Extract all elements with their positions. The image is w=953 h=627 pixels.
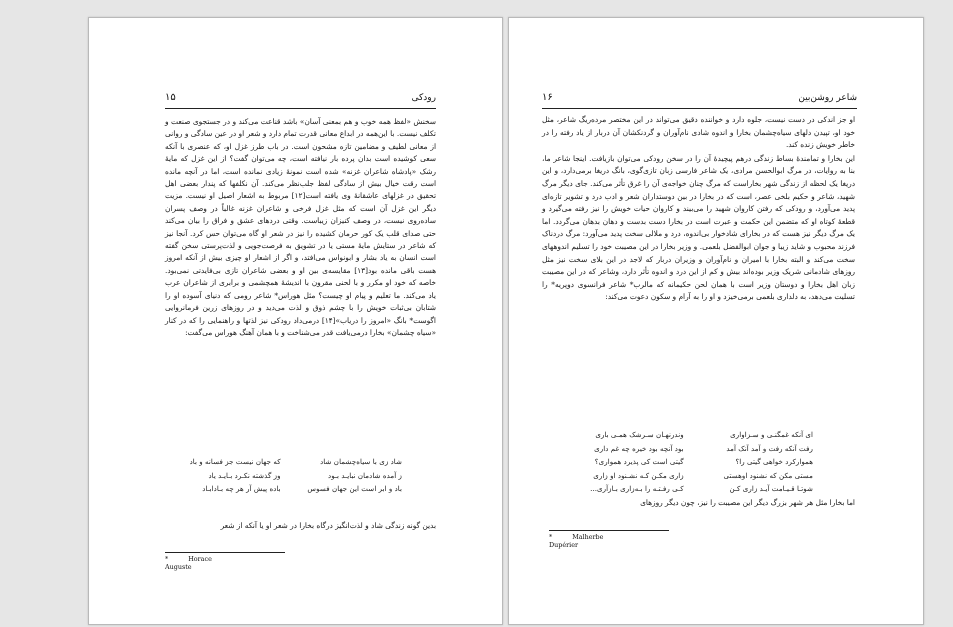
poem-hemistich: رفت آنکه رفت و آمد آنک آمد <box>726 443 813 453</box>
footnote-text: Dupérier <box>549 541 579 549</box>
footnote-text: Auguste <box>165 563 192 571</box>
running-title: شاعر روشن‌بین <box>798 93 857 103</box>
left-poem <box>173 455 402 496</box>
footnote-text: Malherbe <box>572 533 604 541</box>
footnotes <box>165 552 285 571</box>
poem-hemistich: زاری مکـن کـه نشـنود او زاری <box>593 470 684 480</box>
poem-hemistich: بود آنچه بود خیره چه غم داری <box>594 443 684 453</box>
right-page <box>508 17 924 625</box>
poem-verse <box>569 482 813 496</box>
poem-hemistich: ای آنکه غمگنـی و سـزاواری <box>730 430 813 439</box>
running-title: رودکی <box>411 93 436 103</box>
right-page-header <box>542 90 857 109</box>
poem-verse <box>569 442 813 456</box>
right-poem <box>569 428 813 496</box>
poem-verse <box>569 428 813 442</box>
footnote-entry: * Malherbe <box>549 533 604 541</box>
poem-hemistich: که جهان نیست جز فسانه و باد <box>189 457 281 466</box>
left-page-body <box>165 116 436 339</box>
left-page <box>88 17 503 625</box>
footnote-text: Horace <box>188 555 212 563</box>
poem-hemistich: شوتـا قـیـامت آیـد زاری کـن <box>729 484 813 494</box>
poem-verse <box>173 455 402 469</box>
left-page-header <box>165 90 436 109</box>
right-page-body <box>542 114 855 304</box>
poem-verse <box>173 482 402 496</box>
page-number: ۱۵ <box>165 92 176 103</box>
poem-hemistich: گیتی است کی پذیرد همواری؟ <box>594 457 684 467</box>
poem-hemistich: وندرنهـان سـرشک همـی باری <box>595 430 684 439</box>
footnote-entry: * Horace <box>165 555 212 563</box>
poem-hemistich: ز آمده شادمان نبایـد بـود <box>328 470 402 480</box>
poem-hemistich: وز گذشته نکـرد بـایـد یاد <box>208 470 281 480</box>
poem-verse <box>173 469 402 483</box>
paragraph: سخنش «لفظ همه خوب و هم بمعنی آسان» باشد قناعت می‌کند و در جستجوی صنعت و تکلف نیست. با این‌همه در ابداع معانی قدرت تمام دارد و شعر او در عین سادگی و روانی از معانی لطیف و مضامین تازه مشحون است. در باب طرز غزل او، که عنصری با آنکه سعی کوشیده است بدان پرده بار نیافته است، چه می‌توان گفت؟ از این غزل که مایهٔ رشک «پادشاه شاعران غزنه» شده است نمونهٔ زیادی نمانده است، اما در آنچه مانده است رقت خیال بیش از سادگی لفظ جلب‌نظر می‌کند. آن نکلفها که پندار بعضی اهل تحقیق در غزلهای عاشقانهٔ وی یافته است[۱۲] مربوط به اشعار اصیل او نیست. مزیت دیگر این غزل آن است که مثل غزل فرخی و شاعران غزنه غالباً در وصف پسران ساده‌روی نیست، در وصف کنیزان زیباست. وقتی دردهای عشق و فراق را بیان می‌کند حتی صدای قلب یک کور حرمان کشیده را نیز در شعر او گاه می‌توان حس کرد. آنجا نیز که شاعر در ستایش مایهٔ مستی یا در تشویق به فرصت‌جویی و لذت‌پرستی سخن گفته است انسان به یاد بشار و ابونواس می‌افتد، و اگر از اشعار او چیزی بیش از آنکه امروز هست باقی مانده بود[۱۳] مقایسه‌ی بین او و بعضی شاعران تازی بی‌فایدتی نمی‌بود. خاصه که خود او مکرر و با لحنی مقرون با اندیشهٔ همچشمی و برابری از شاعران عرب یاد می‌کند. ما تعلیم و پیام او چیست؟ مثل هوراس* شاعر رومی که دنیای آسوده او را شتابان بی‌ثبات خویش را با چشم ذوق و لذت می‌دید و در روزهای زرین فرمانروایی اگوست* بانگ «امروز را دریاب»[۱۴] درمی‌داد رودکی نیز لذتها و راهنمایی را که در کنار «سیاه چشمان» بخارا درمی‌یافت قدر می‌شناخت و با همان آهنگ هوراس می‌گفت: <box>165 117 436 337</box>
paragraph: این بخارا و تمامندهٔ بساط زندگی درهم پیچیدهٔ آن را در سخن رودکی می‌توان بازیافت. اینجا شاعر ما، بنا به روایات، در مرگ ابوالحسن مرادی، یک شاعر فارسی زبان تازی‌گوی، بانگ دریغا برمی‌دارد، و این دریغا یک لحظه از زندگی شهر بخاراست که مرگ چنان خواجه‌ی آن را غرق تأثر می‌کند. جای دیگر مرگ شهید، شاعر و حکیم بلخی عصر، است که در بخارا در بین دوستداران شعر و ادب درد و تشویر تازه‌ای پدید می‌آورد، و رودکی که رفتن کاروان شهید را می‌بیند و کاروان حیات خویش را نیز رفته می‌گیرد و قطعهٔ کوتاه او که متضمن این حکمت و عبرت است در بخارا دست بدست و دهان بدهان می‌گردد. اما یک مرگ دیگر نیز هست که در بخارای شادخوار بی‌اندوه، درد و ملالی سخت پدید می‌آورد: مرگ دردناک فرزند محبوب و شاید زیبا و جوان ابوالفضل بلعمی. و وزیر بخارا در این مصیبت خود را تسلیم اندوههای سخت می‌کند و البته بخارا با امیران و نام‌آوران و وزیران دربار که لاجد در این بلای سخت نیز مثل روزهای شادمانی شریک وزیر بوده‌اند بیش و کم از این درد و اندوه تأثر دارد، وشاعر که در این مصیبت زبان اهل بخارا و دوستان وزیر است با همان لحن حکیمانه که مالرب* شاعر فرانسوی دوپریه* را تسلیت می‌دهد، به دلداری بلعمی برمی‌خیزد و او را به آرام و سکون دعوت می‌کند: <box>542 153 855 302</box>
poem-hemistich: شاد زی با سیاه‌چشمان شاد <box>320 457 402 466</box>
poem-hemistich: هموارکرد خواهی گیتی را؟ <box>735 457 813 467</box>
paragraph: او جز اندکی در دست نیست، جلوه دارد و خواننده دقیق می‌تواند در این مختصر مرده‌ریگ شاعر، مثل خود او، تپیدن دلهای سیاه‌چشمان بخارا و اندوه شادی نام‌آوران و گردنکشان آن دربار از یاد رفته را در خاطر خویش زنده کند. <box>542 115 855 150</box>
poem-hemistich: مستی مکن که نشنود اوهستی <box>723 470 813 480</box>
poem-verse <box>569 455 813 469</box>
continuation-line: اما بخارا مثل هر شهر بزرگ دیگر این مصیبت را نیز، چون دیگر روزهای <box>640 498 855 507</box>
poem-verse <box>569 469 813 483</box>
poem-hemistich: کـی رفـتـه را بـه‌زاری بـازآری... <box>590 484 684 494</box>
poem-hemistich: باد و ابر است این جهان فسوس <box>307 484 402 494</box>
poem-hemistich: باده پیش آر هر چه بـادابـاد <box>202 484 281 494</box>
footnotes <box>549 530 669 549</box>
page-number: ۱۶ <box>542 92 553 103</box>
continuation-line: بدین گونه زندگی شاد و لذت‌انگیز درگاه بخارا در شعر او یا آنکه از شعر <box>220 521 436 530</box>
